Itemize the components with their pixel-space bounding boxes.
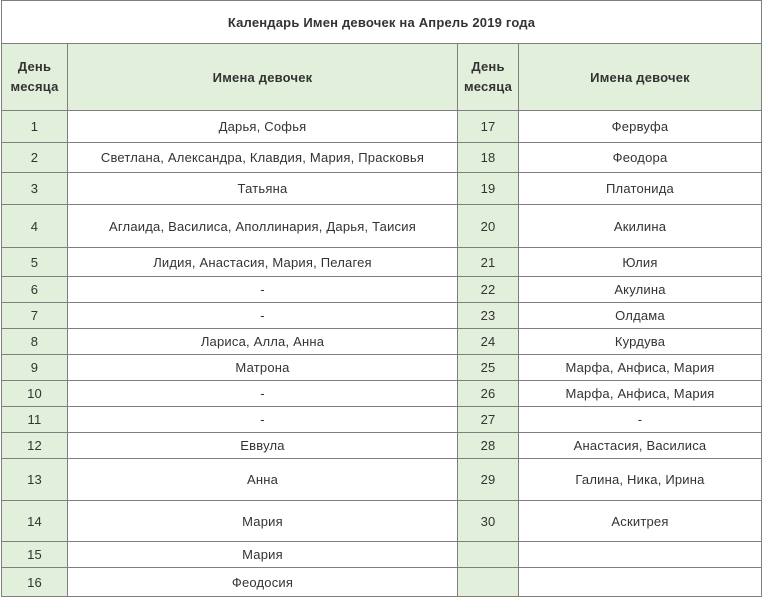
header-row [2, 44, 762, 111]
names-cell-left: Мария [68, 542, 458, 568]
names-cell-left: Лариса, Алла, Анна [68, 329, 458, 355]
names-cell-left: Мария [68, 501, 458, 542]
day-cell-right: 27 [458, 407, 519, 433]
names-cell-left: Анна [68, 459, 458, 501]
names-cell-right: Курдува [519, 329, 762, 355]
table-body [2, 111, 762, 597]
names-cell-left: - [68, 277, 458, 303]
day-cell-right: 26 [458, 381, 519, 407]
table-row [2, 173, 762, 205]
table-row [2, 248, 762, 277]
names-cell-right: - [519, 407, 762, 433]
names-cell-right: Феодора [519, 143, 762, 173]
names-cell-left: - [68, 303, 458, 329]
table-row [2, 501, 762, 542]
day-cell-right: 29 [458, 459, 519, 501]
names-cell-right: Платонида [519, 173, 762, 205]
names-cell-left: Татьяна [68, 173, 458, 205]
table-row [2, 542, 762, 568]
table-row [2, 433, 762, 459]
names-cell-right [519, 542, 762, 568]
day-cell-right: 19 [458, 173, 519, 205]
table-row [2, 277, 762, 303]
day-cell-left: 10 [2, 381, 68, 407]
day-cell-right: 17 [458, 111, 519, 143]
day-header-line2: месяца [10, 79, 59, 94]
table-row [2, 568, 762, 597]
day-cell-left: 12 [2, 433, 68, 459]
day-cell-right [458, 542, 519, 568]
day-cell-left: 6 [2, 277, 68, 303]
names-cell-right: Фервуфа [519, 111, 762, 143]
page-title: Календарь Имен девочек на Апрель 2019 года [2, 1, 762, 44]
names-cell-right: Акилина [519, 205, 762, 248]
day-cell-left: 3 [2, 173, 68, 205]
table-row [2, 205, 762, 248]
day-cell-right: 20 [458, 205, 519, 248]
day-column-header-right [458, 44, 519, 111]
calendar-table [1, 0, 762, 597]
day-cell-left: 5 [2, 248, 68, 277]
day-cell-left: 7 [2, 303, 68, 329]
day-cell-right: 18 [458, 143, 519, 173]
day-column-header-left [2, 44, 68, 111]
day-cell-left: 11 [2, 407, 68, 433]
day-cell-right: 21 [458, 248, 519, 277]
title-row [2, 1, 762, 44]
day-cell-left: 14 [2, 501, 68, 542]
day-header-line1: День [471, 59, 505, 74]
names-cell-right: Галина, Ника, Ирина [519, 459, 762, 501]
names-cell-right: Акулина [519, 277, 762, 303]
table-row [2, 111, 762, 143]
names-cell-right: Марфа, Анфиса, Мария [519, 355, 762, 381]
names-cell-left: - [68, 381, 458, 407]
day-cell-right: 22 [458, 277, 519, 303]
day-cell-right: 28 [458, 433, 519, 459]
names-column-header-right: Имена девочек [519, 44, 762, 111]
day-cell-left: 16 [2, 568, 68, 597]
day-cell-left: 2 [2, 143, 68, 173]
day-cell-left: 8 [2, 329, 68, 355]
day-cell-left: 1 [2, 111, 68, 143]
names-cell-left: Аглаида, Василиса, Аполлинария, Дарья, Таисия [68, 205, 458, 248]
names-cell-right [519, 568, 762, 597]
names-cell-left: Дарья, Софья [68, 111, 458, 143]
table-row [2, 407, 762, 433]
day-cell-right: 30 [458, 501, 519, 542]
day-header-line2: месяца [463, 79, 513, 94]
day-header-line1: День [17, 59, 52, 74]
names-cell-left: - [68, 407, 458, 433]
names-cell-right: Анастасия, Василиса [519, 433, 762, 459]
table-row [2, 459, 762, 501]
names-cell-left: Еввула [68, 433, 458, 459]
names-column-header-left: Имена девочек [68, 44, 458, 111]
names-cell-left: Матрона [68, 355, 458, 381]
table-row [2, 143, 762, 173]
day-cell-right [458, 568, 519, 597]
day-cell-left: 9 [2, 355, 68, 381]
names-cell-right: Олдама [519, 303, 762, 329]
names-cell-left: Феодосия [68, 568, 458, 597]
day-cell-right: 23 [458, 303, 519, 329]
day-cell-right: 24 [458, 329, 519, 355]
names-cell-right: Юлия [519, 248, 762, 277]
table-row [2, 355, 762, 381]
names-cell-right: Марфа, Анфиса, Мария [519, 381, 762, 407]
day-cell-left: 13 [2, 459, 68, 501]
table-row [2, 303, 762, 329]
day-cell-left: 15 [2, 542, 68, 568]
day-cell-left: 4 [2, 205, 68, 248]
day-cell-right: 25 [458, 355, 519, 381]
names-cell-left: Светлана, Александра, Клавдия, Мария, Прасковья [68, 143, 458, 173]
names-cell-right: Аскитрея [519, 501, 762, 542]
table-row [2, 381, 762, 407]
table-row [2, 329, 762, 355]
names-cell-left: Лидия, Анастасия, Мария, Пелагея [68, 248, 458, 277]
